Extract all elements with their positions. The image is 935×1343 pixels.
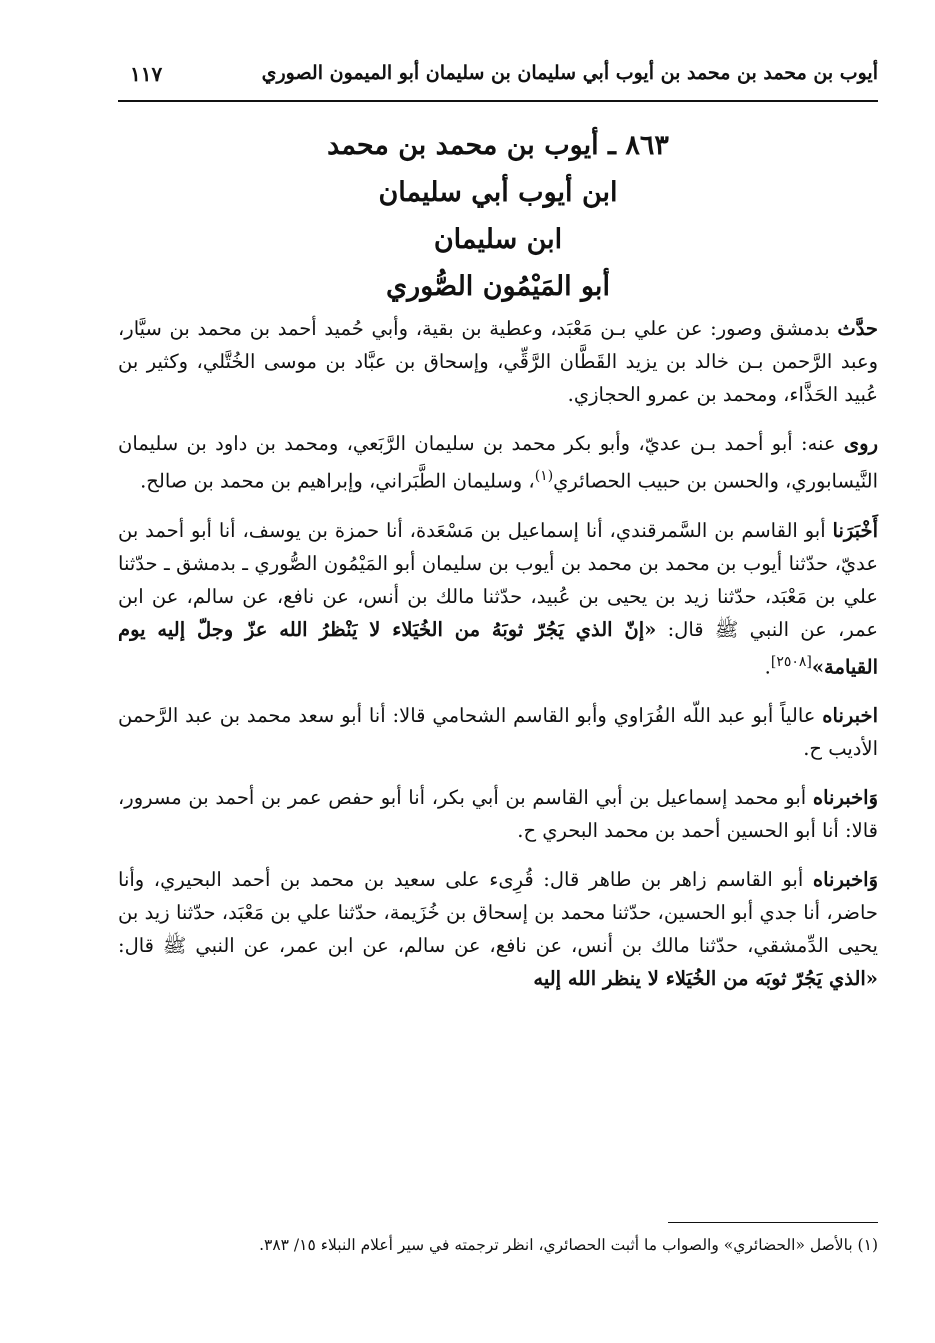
paragraph-lead: أَخْبَرَنا <box>832 518 878 542</box>
header-rule <box>118 100 878 102</box>
paragraph-text: أبو القاسم بن السَّمرقندي، أنا إسماعيل بن مَسْعَدة، أنا حمزة بن يوسف، أنا أبو أحمد بن عديّ، حدّثنا أيوب بن محمد بن محمد بن أيوب بن سليمان أبو المَيْمُون الصُّوري ـ بدمشق ـ حدّثنا علي بن مَعْبَد، حدّثنا زيد بن يحيى بن عُبيد، حدّثنا مالك بن أنس، عن نافع، عن سالم، عن ابن عمر، عن النبي ﷺ قال: <box>118 518 878 641</box>
paragraph-text: ، وسليمان الطَّبَراني، وإبراهيم بن محمد بن صالح. <box>140 469 535 493</box>
paragraph-lead: اخبرناه <box>822 704 878 727</box>
footnote-reference[interactable]: (١) <box>534 468 554 484</box>
page-header <box>118 60 878 96</box>
paragraph-chain <box>118 781 878 847</box>
page-number: ١١٧ <box>130 62 163 86</box>
paragraph-lead: حدَّث <box>837 317 878 340</box>
footnote-rule <box>668 1222 878 1223</box>
entry-title <box>118 122 878 310</box>
paragraph-text: عنه: أبو أحمد بـن عديّ، وأبو بكر محمد بن سليمان الرَّبَعي، ومحمد بن داود بن سليمان النَّيسابوري، والحسن بن حبيب الحصائري <box>118 432 878 493</box>
entry-title-line: أبو المَيْمُون الصُّوري <box>386 271 610 302</box>
body-text <box>118 312 878 1011</box>
paragraph-narrators <box>118 427 878 498</box>
paragraph-lead: وَاخبرناه <box>812 868 878 891</box>
paragraph-text: أبو القاسم زاهر بن طاهر قال: قُرِىء على سعيد بن محمد بن أحمد البحيري، وأنا حاضر، أنا جدي أبو الحسين، حدّثنا محمد بن إسحاق بن خُزَيمة، حدّثنا علي بن مَعْبَد، حدّثنا زيد بن يحيى الدِّمشقي، حدّثنا مالك بن أنس، عن نافع، عن سالم، عن ابن عمر، عن النبي ﷺ قال: <box>118 868 878 957</box>
entry-title-line: ٨٦٣ ـ أيوب بن محمد بن محمد <box>327 130 669 161</box>
paragraph-chain <box>118 863 878 995</box>
paragraph-chain <box>118 514 878 684</box>
entry-title-line: ابن أيوب أبي سليمان <box>378 177 618 208</box>
footnote: (١) بالأصل «الحضائري» والصواب ما أثبت الحصائري، انظر ترجمته في سير أعلام النبلاء ١٥/ ٣٨٣. <box>259 1236 878 1254</box>
paragraph-text: عالياً أبو عبد اللّه الفُرَاوي وأبو القاسم الشحامي قالا: أنا أبو سعد محمد بن عبد الرَّحمن الأديب ح. <box>118 704 878 760</box>
paragraph-text: بدمشق وصور: عن علي بـن مَعْبَد، وعطية بن بقية، وأبي حُميد أحمد بن محمد بن سيَّار، وعبد الرَّحمن بـن خالد بن يزيد القَطَّان الرَّقِّي، وإسحاق بن عبَّاد بن موسى الخُتَّلي، وكثير بن عُبيد الحَذَّاء، ومحمد بن عمرو الحجازي. <box>118 317 878 406</box>
hadith-number: [٢٥٠٨] <box>770 653 812 670</box>
hadith-text: «الذي يَجُرّ ثوبَه من الخُيَلاء لا ينظر الله إليه <box>533 967 878 990</box>
paragraph-end: . <box>764 655 771 678</box>
hadith-text: «إنّ الذي يَجُرّ ثوبَهُ من الخُيَلاء لا يَنْظرُ الله عزّ وجلّ إليه يوم القيامة» <box>118 617 878 678</box>
entry-title-line: ابن سليمان <box>433 224 563 255</box>
paragraph-lead: وَاخبرناه <box>812 786 878 809</box>
paragraph-text: أبو محمد إسماعيل بن أبي القاسم بن أبي بكر، أنا أبو حفص عمر بن أحمد بن مسرور، قالا: أنا أبو الحسين أحمد بن محمد البحري ح. <box>118 786 878 842</box>
running-title: أيوب بن محمد بن محمد بن أيوب أبي سليمان بن سليمان أبو الميمون الصوري <box>261 62 878 84</box>
paragraph-narrated <box>118 312 878 411</box>
paragraph-lead: روى <box>843 432 878 455</box>
paragraph-chain <box>118 699 878 765</box>
